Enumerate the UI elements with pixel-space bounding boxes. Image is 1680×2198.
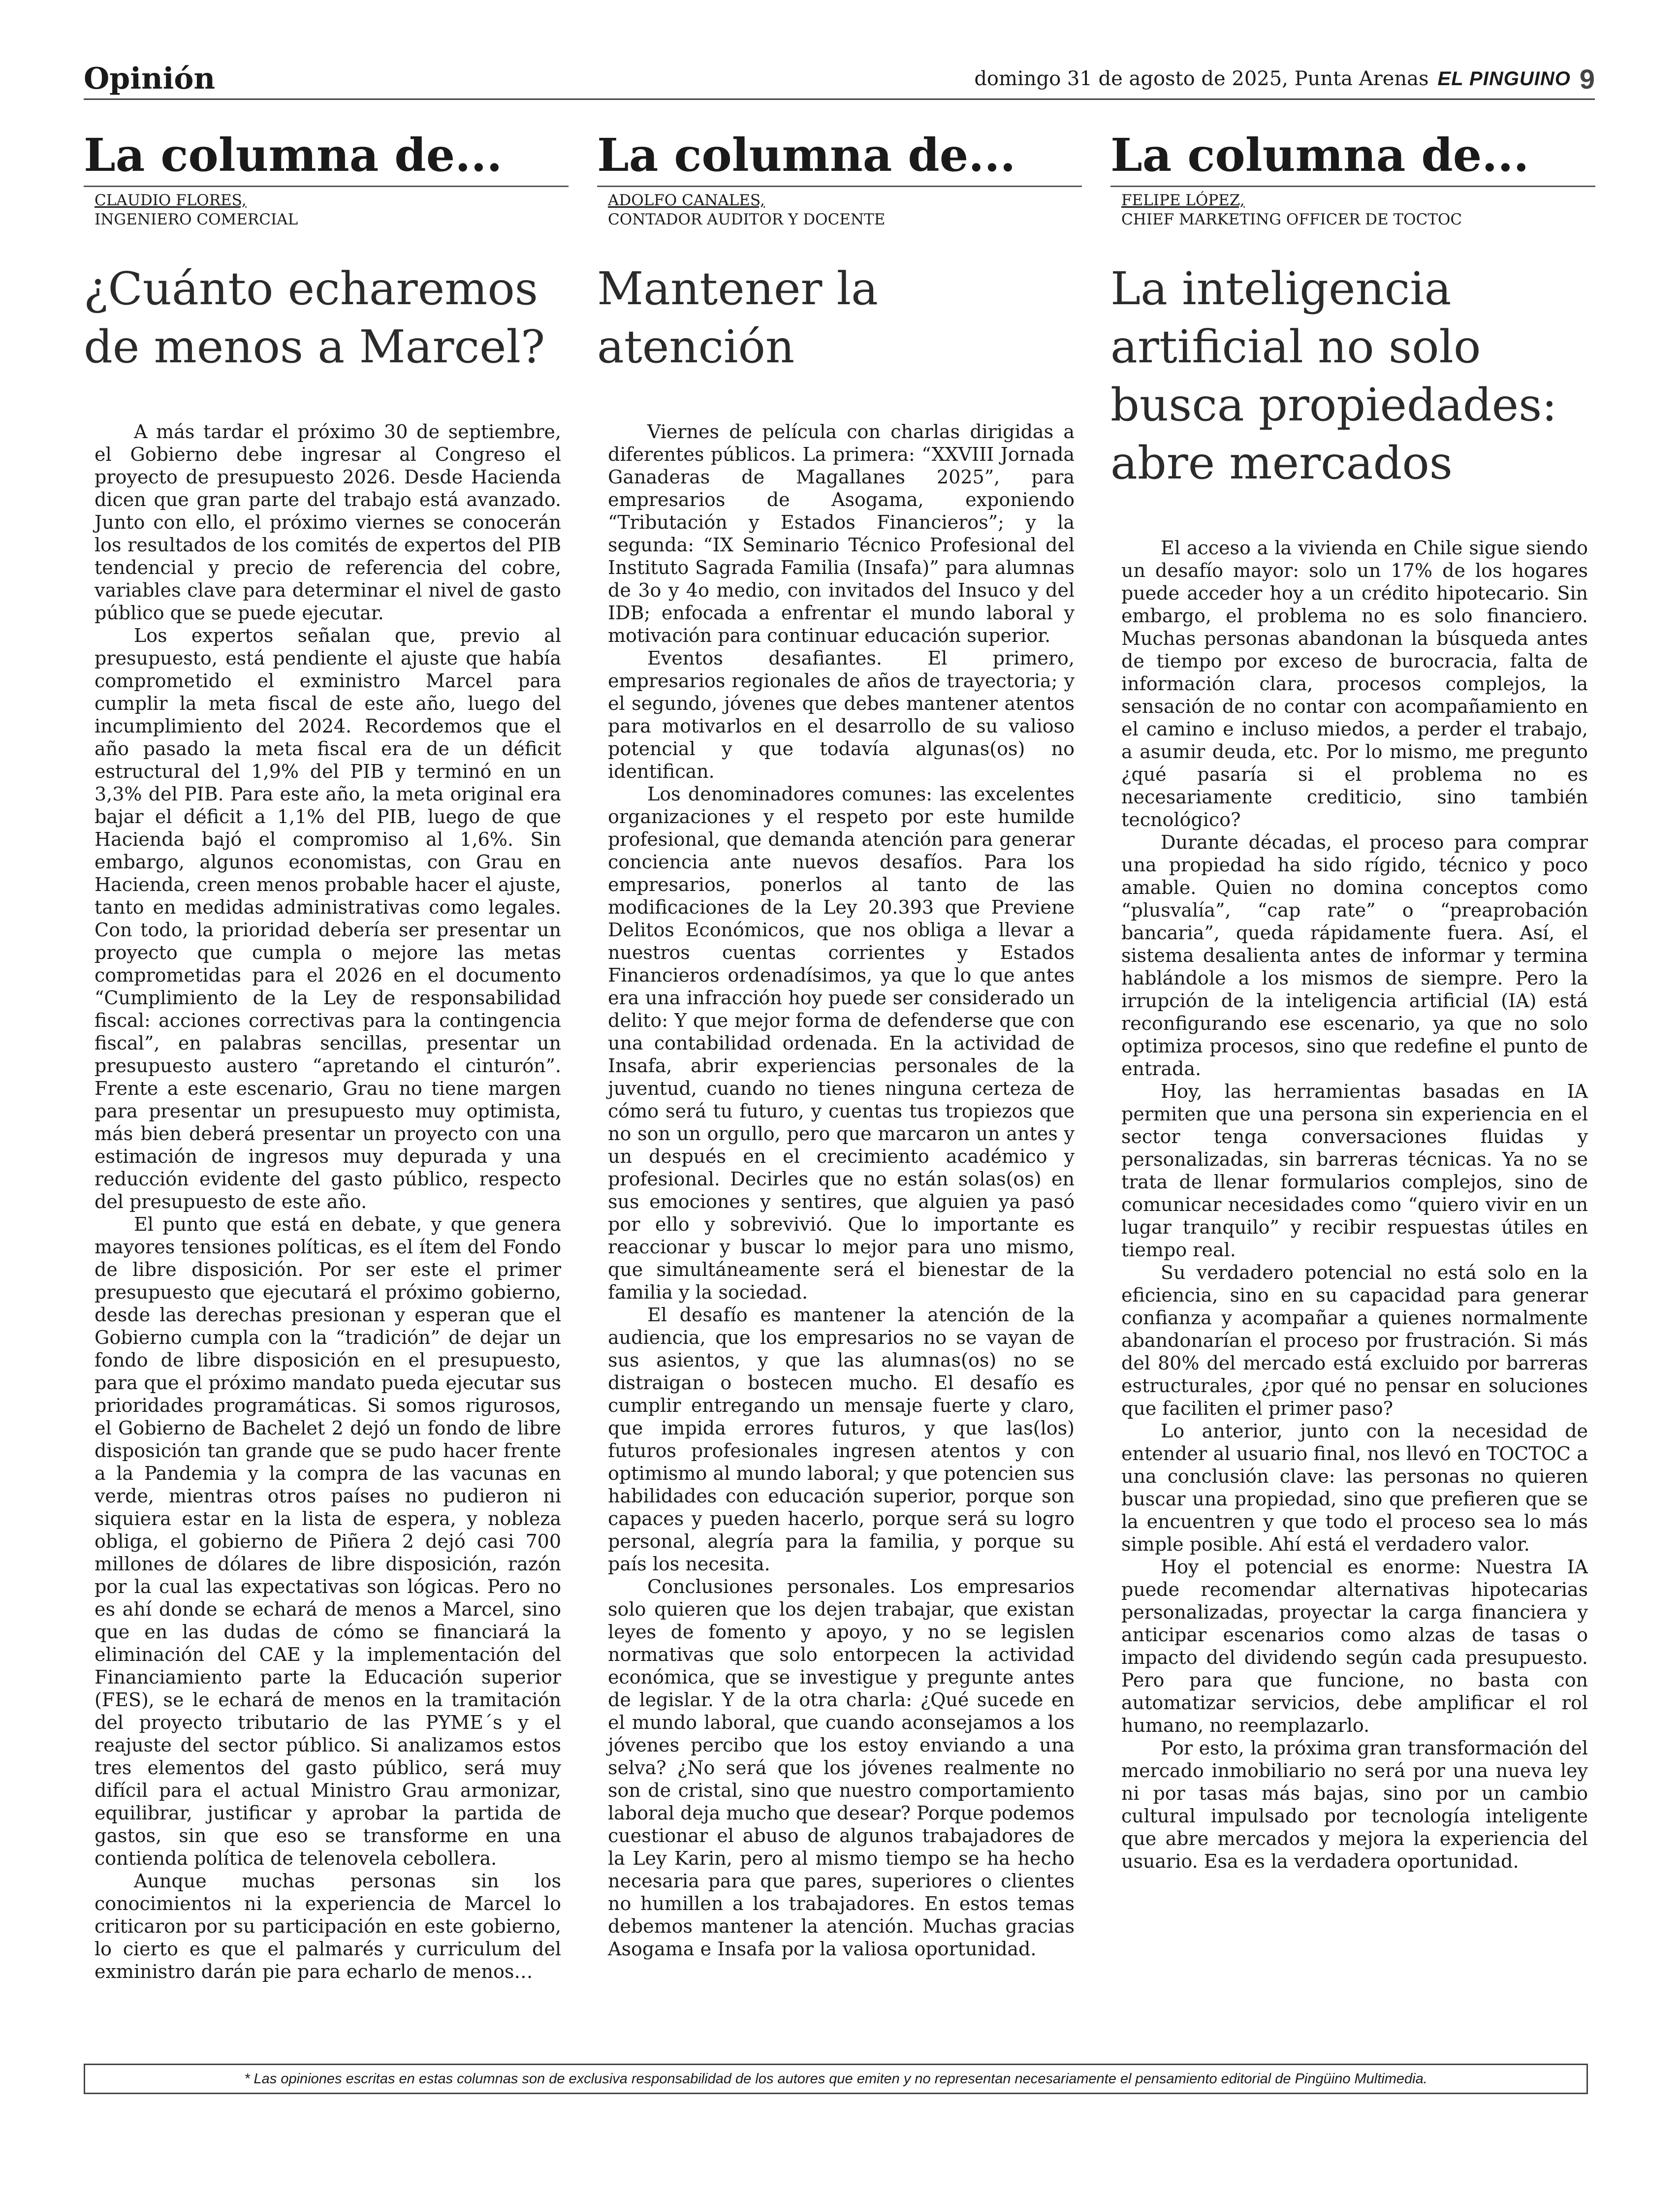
article-body	[608, 420, 1075, 1960]
article-paragraph: El acceso a la vivienda en Chile sigue siendo un desafío mayor: solo un 17% de los hogares puede acceder hoy a un crédito hipotecario. Sin embargo, el problema no es solo financiero. Muchas personas abandonan la búsqueda antes de tiempo por exceso de burocracia, falta de información clara, procesos complejos, la sensación de no contar con acompañamiento en el camino e incluso miedos, a perder el trabajo, a asumir deuda, etc. Por lo mismo, me pregunto ¿qué pasaría si el problema no es necesariamente crediticio, sino también tecnológico?	[1121, 537, 1588, 830]
page-number: 9	[1579, 63, 1595, 95]
author-name: FELIPE LÓPEZ,	[1121, 191, 1245, 209]
author-title: CHIEF MARKETING OFFICER DE TOCTOC	[1121, 211, 1462, 228]
article-paragraph: Durante décadas, el proceso para comprar una propiedad ha sido rígido, técnico y poco amable. Quien no domina conceptos como “plusvalía”, “cap rate” o “preaprobación bancaria”, queda rápidamente fuera. Así, el sistema desalienta antes de informar y termina hablándole a los mismos de siempre. Pero la irrupción de la inteligencia artificial (IA) está reconfigurando ese escenario, ya que no solo optimiza procesos, sino que redefine el punto de entrada.	[1121, 831, 1588, 1080]
article-body	[95, 420, 561, 1983]
article-headline: Mantener la atención	[597, 262, 878, 373]
article-paragraph: Viernes de película con charlas dirigidas a diferentes públicos. La primera: “XXVIII Jornada Ganaderas de Magallanes 2025”, para empresarios de Asogama, exponiendo “Tributación y Estados Financieros”; y la segunda: “IX Seminario Técnico Profesional del Instituto Sagrada Familia (Insafa)” para alumnas de 3o y 4o medio, con invitados del Insuco y del IDB; enfocada a enfrentar el mundo laboral y motivación para continuar educación superior.	[608, 421, 1075, 646]
issue-date: domingo 31 de agosto de 2025, Punta Arenas	[974, 67, 1429, 90]
column-kicker: La columna de...	[1110, 126, 1595, 187]
article-paragraph: El desafío es mantener la atención de la audiencia, que los empresarios no se vayan de sus asientos, y que las alumnas(os) no se distraigan o bostecen mucho. El desafío es cumplir entregando un mensaje fuerte y claro, que impida errores futuros, y que las(los) futuros profesionales ingresen atentos y con optimismo al mundo laboral; y que potencien sus habilidades con educación superior, porque son capaces y pueden hacerlo, porque será su logro personal, alegría para la familia, y porque su país los necesita.	[608, 1304, 1075, 1575]
article-paragraph: Hoy el potencial es enorme: Nuestra IA puede recomendar alternativas hipotecarias personalizadas, proyectar la carga financiera y anticipar escenarios como alzas de tasas o impacto del dividendo según cada presupuesto. Pero para que funcione, no basta con automatizar servicios, debe amplificar el rol humano, no reemplazarlo.	[1121, 1556, 1588, 1736]
author-name: ADOLFO CANALES,	[608, 191, 765, 209]
article-paragraph: Por esto, la próxima gran transformación del mercado inmobiliario no será por una nueva ley ni por tasas más bajas, sino por un cambio cultural impulsado por tecnología inteligente que abre mercados y mejora la experiencia del usuario. Esa es la verdadera oportunidad.	[1121, 1737, 1588, 1872]
column-flores	[84, 126, 569, 2021]
author-name: CLAUDIO FLORES,	[95, 191, 247, 209]
article-paragraph: Lo anterior, junto con la necesidad de entender al usuario final, nos llevó en TOCTOC a una conclusión clave: las personas no quieren buscar una propiedad, sino que prefieren que se la encuentren y que todo el proceso sea lo más simple posible. Ahí está el verdadero valor.	[1121, 1420, 1588, 1555]
article-paragraph: A más tardar el próximo 30 de septiembre, el Gobierno debe ingresar al Congreso el proyecto de presupuesto 2026. Desde Hacienda dicen que gran parte del trabajo está avanzado. Junto con ello, el próximo viernes se conocerán los resultados de los comités de expertos del PIB tendencial y precio de referencia del cobre, variables clave para determinar el nivel de gasto público que se puede ejecutar.	[95, 421, 561, 624]
article-paragraph: Los expertos señalan que, previo al presupuesto, está pendiente el ajuste que había comprometido el exministro Marcel para cumplir la meta fiscal de este año, luego del incumplimiento del 2024. Recordemos que el año pasado la meta fiscal era de un déficit estructural del 1,9% del PIB y terminó en un 3,3% del PIB. Para este año, la meta original era bajar el déficit a 1,1% del PIB, luego de que Hacienda bajó el compromiso al 1,6%. Sin embargo, algunos economistas, con Grau en Hacienda, creen menos probable hacer el ajuste, tanto en medidas administrativas como legales. Con todo, la prioridad debería ser presentar un proyecto que cumpla o mejore las metas comprometidas para el 2026 en el documento “Cumplimiento de la Ley de responsabilidad fiscal: acciones correctivas para la contingencia fiscal”, en palabras sencillas, presentar un presupuesto austero “apretando el cinturón”. Frente a este escenario, Grau no tiene margen para presentar un presupuesto muy optimista, más bien deberá presentar un proyecto con una estimación de ingresos muy depurada y una reducción evidente del gasto público, respecto del presupuesto de este año.	[95, 625, 561, 1212]
article-paragraph: Eventos desafiantes. El primero, empresarios regionales de años de trayectoria; y el segundo, jóvenes que debes mantener atentos para motivarlos en el desarrollo de su valioso potencial y que todavía algunas(os) no identifican.	[608, 647, 1075, 782]
article-body	[1121, 537, 1588, 1873]
header-meta	[974, 59, 1595, 98]
disclaimer-text: * Las opiniones escritas en estas columnas son de exclusiva responsabilidad de los autores que emiten y no representan necesariamente el pensamiento editorial de Pingüino Multimedia.	[244, 2071, 1427, 2087]
author-byline	[1121, 191, 1595, 229]
author-byline	[95, 191, 569, 229]
article-paragraph: Conclusiones personales. Los empresarios solo quieren que los dejen trabajar, que existan leyes de fomento y apoyo, y no se legislen normativas que solo entorpecen la actividad económica, que se investigue y pregunte antes de legislar. Y de la otra charla: ¿Qué sucede en el mundo laboral, que cuando aconsejamos a los jóvenes percibo que los estoy enviando a una selva? ¿No será que los jóvenes realmente no son de cristal, sino que nuestro comportamiento laboral deja mucho que desear? Porque podemos cuestionar el abuso de algunos trabajadores de la Ley Karin, pero al mismo tiempo se ha hecho necesaria para que pares, superiores o clientes no humillen a los trabajadores. En estos temas debemos mantener la atención. Muchas gracias Asogama e Insafa por la valiosa oportunidad.	[608, 1576, 1075, 1960]
column-lopez	[1110, 126, 1595, 2021]
author-title: CONTADOR AUDITOR Y DOCENTE	[608, 211, 886, 228]
disclaimer-box	[84, 2064, 1588, 2094]
author-byline	[608, 191, 1082, 229]
column-kicker: La columna de...	[84, 126, 569, 187]
column-canales	[597, 126, 1082, 2021]
article-headline: ¿Cuánto echaremos de menos a Marcel?	[84, 262, 545, 373]
article-paragraph: El punto que está en debate, y que genera mayores tensiones políticas, es el ítem del Fondo de libre disposición. Por ser este el primer presupuesto que ejecutará el próximo gobierno, desde las derechas presionan y esperan que el Gobierno cumpla con la “tradición” de dejar un fondo de libre disposición en el presupuesto, para que el próximo mandato pueda ejecutar sus prioridades programáticas. Si somos rigurosos, el Gobierno de Bachelet 2 dejó un fondo de libre disposición tan grande que se pudo hacer frente a la Pandemia y la compra de las vacunas en verde, mientras otros países no pudieron ni siquiera estar en la lista de espera, y nobleza obliga, el gobierno de Piñera 2 dejó casi 700 millones de dólares de libre disposición, razón por la cual las expectativas son lógicas. Pero no es ahí donde se echará de menos a Marcel, sino que en las dudas de cómo se financiará la eliminación del CAE y la implementación del Financiamiento parte la Educación superior (FES), se le echará de menos en la tramitación del proyecto tributario de las PYME´s y el reajuste del sector público. Si analizamos estos tres elementos del gasto público, será muy difícil para el actual Ministro Grau armonizar, equilibrar, justificar y aprobar la partida de gastos, sin que eso se transforme en una contienda política de telenovela cebollera.	[95, 1213, 561, 1869]
section-title: Opinión	[84, 62, 216, 96]
author-title: INGENIERO COMERCIAL	[95, 211, 298, 228]
newspaper-logo: EL PINGUINO	[1437, 67, 1571, 90]
article-paragraph: Los denominadores comunes: las excelentes organizaciones y el respeto por este humilde profesional, que demanda atención para generar conciencia ante nuevos desafíos. Para los empresarios, ponerlos al tanto de las modificaciones de la Ley 20.393 que Previene Delitos Económicos, que nos obliga a llevar a nuestros cuentas corrientes y Estados Financieros ordenadísimos, ya que lo que antes era una infracción hoy puede ser considerado un delito: Y que mejor forma de defenderse que con una contabilidad ordenada. En la actividad de Insafa, abrir experiencias personales de la juventud, cuando no tienes ninguna certeza de cómo será tu futuro, y cuentas tus tropiezos que no son un orgullo, pero que marcaron un antes y un después en el crecimiento académico y profesional. Decirles que no están solas(os) en sus emociones y sentires, que alguien ya pasó por ello y sobrevivió. Que lo importante es reaccionar y buscar lo mejor para uno mismo, que simultáneamente será el bienestar de la familia y la sociedad.	[608, 783, 1075, 1303]
article-paragraph: Hoy, las herramientas basadas en IA permiten que una persona sin experiencia en el sector tenga conversaciones fluidas y personalizadas, sin barreras técnicas. Ya no se trata de llenar formularios complejos, sino de comunicar necesidades como “quiero vivir en un lugar tranquilo” y recibir respuestas útiles en tiempo real.	[1121, 1081, 1588, 1261]
article-headline: La inteligencia artificial no solo busca propiedades: abre mercados	[1110, 262, 1557, 489]
article-paragraph: Aunque muchas personas sin los conocimientos ni la experiencia de Marcel lo criticaron por su participación en este gobierno, lo cierto es que el palmarés y curriculum del exministro darán pie para echarlo de menos…	[95, 1870, 561, 1982]
page-header	[84, 59, 1595, 100]
column-kicker: La columna de...	[597, 126, 1082, 187]
article-paragraph: Su verdadero potencial no está solo en la eficiencia, sino en su capacidad para generar confianza y acompañar a quienes normalmente abandonarían el proceso por frustración. Si más del 80% del mercado está excluido por barreras estructurales, ¿por qué no pensar en soluciones que faciliten el primer paso?	[1121, 1262, 1588, 1419]
